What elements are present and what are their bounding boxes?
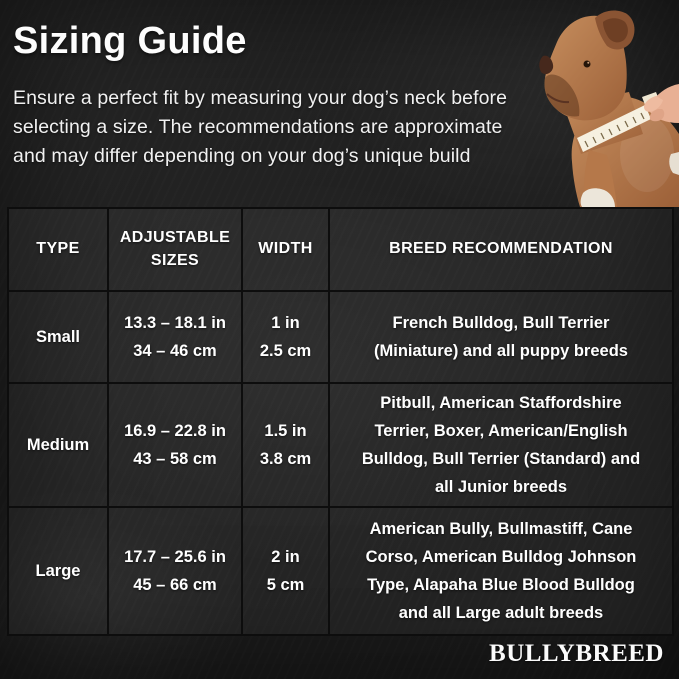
table-row-small xyxy=(8,291,673,383)
width-cell xyxy=(242,507,329,635)
header-type: TYPE xyxy=(8,208,108,291)
width-cm: 5 cm xyxy=(266,576,305,594)
brand-logo: BULLYBREED xyxy=(489,640,664,667)
type-cell: Small xyxy=(8,291,108,383)
table-header-row xyxy=(8,208,673,291)
sizing-table xyxy=(7,207,674,636)
width-cell xyxy=(242,383,329,507)
dog-neck-measurement-photo xyxy=(529,2,679,207)
header-breed-recommendation: BREED RECOMMENDATION xyxy=(329,208,673,291)
sizes-cm: 43 – 58 cm xyxy=(133,450,217,468)
width-cell xyxy=(242,291,329,383)
intro-line-3: and may differ depending on your dog’s unique build xyxy=(13,145,471,167)
table-row-medium xyxy=(8,383,673,507)
width-inches: 2 in xyxy=(271,547,300,566)
width-inches: 1 in xyxy=(271,313,300,332)
type-cell: Large xyxy=(8,507,108,635)
intro-text xyxy=(13,84,543,171)
type-cell: Medium xyxy=(8,383,108,507)
header-adjustable-sizes: ADJUSTABLE SIZES xyxy=(108,208,242,291)
sizes-cm: 45 – 66 cm xyxy=(133,576,217,594)
breeds-cell: American Bully, Bullmastiff, Cane Corso, American Bulldog Johnson Type, Alapaha Blue Blood Bulldog and all Large adult breeds xyxy=(329,507,673,635)
intro-line-2: selecting a size. The recommendations are approximate xyxy=(13,116,503,138)
intro-line-1: Ensure a perfect fit by measuring your dog’s neck before xyxy=(13,87,508,109)
sizes-inches: 16.9 – 22.8 in xyxy=(124,421,226,440)
dog-eye xyxy=(584,61,591,68)
width-cm: 2.5 cm xyxy=(259,342,312,360)
width-inches: 1.5 in xyxy=(264,421,307,440)
sizes-inches: 13.3 – 18.1 in xyxy=(124,313,226,332)
sizes-cell xyxy=(108,507,242,635)
sizes-cell xyxy=(108,291,242,383)
header-width: WIDTH xyxy=(242,208,329,291)
sizes-cell xyxy=(108,383,242,507)
table-row-large xyxy=(8,507,673,635)
width-cm: 3.8 cm xyxy=(259,450,312,468)
sizes-inches: 17.7 – 25.6 in xyxy=(124,547,226,566)
breeds-cell: Pitbull, American Staffordshire Terrier, Boxer, American/English Bulldog, Bull Terrier (Standard) and all Junior breeds xyxy=(329,383,673,507)
dog-illustration xyxy=(529,2,679,207)
sizes-cm: 34 – 46 cm xyxy=(133,342,217,360)
breeds-cell: French Bulldog, Bull Terrier (Miniature) and all puppy breeds xyxy=(329,291,673,383)
page-title: Sizing Guide xyxy=(13,20,247,62)
